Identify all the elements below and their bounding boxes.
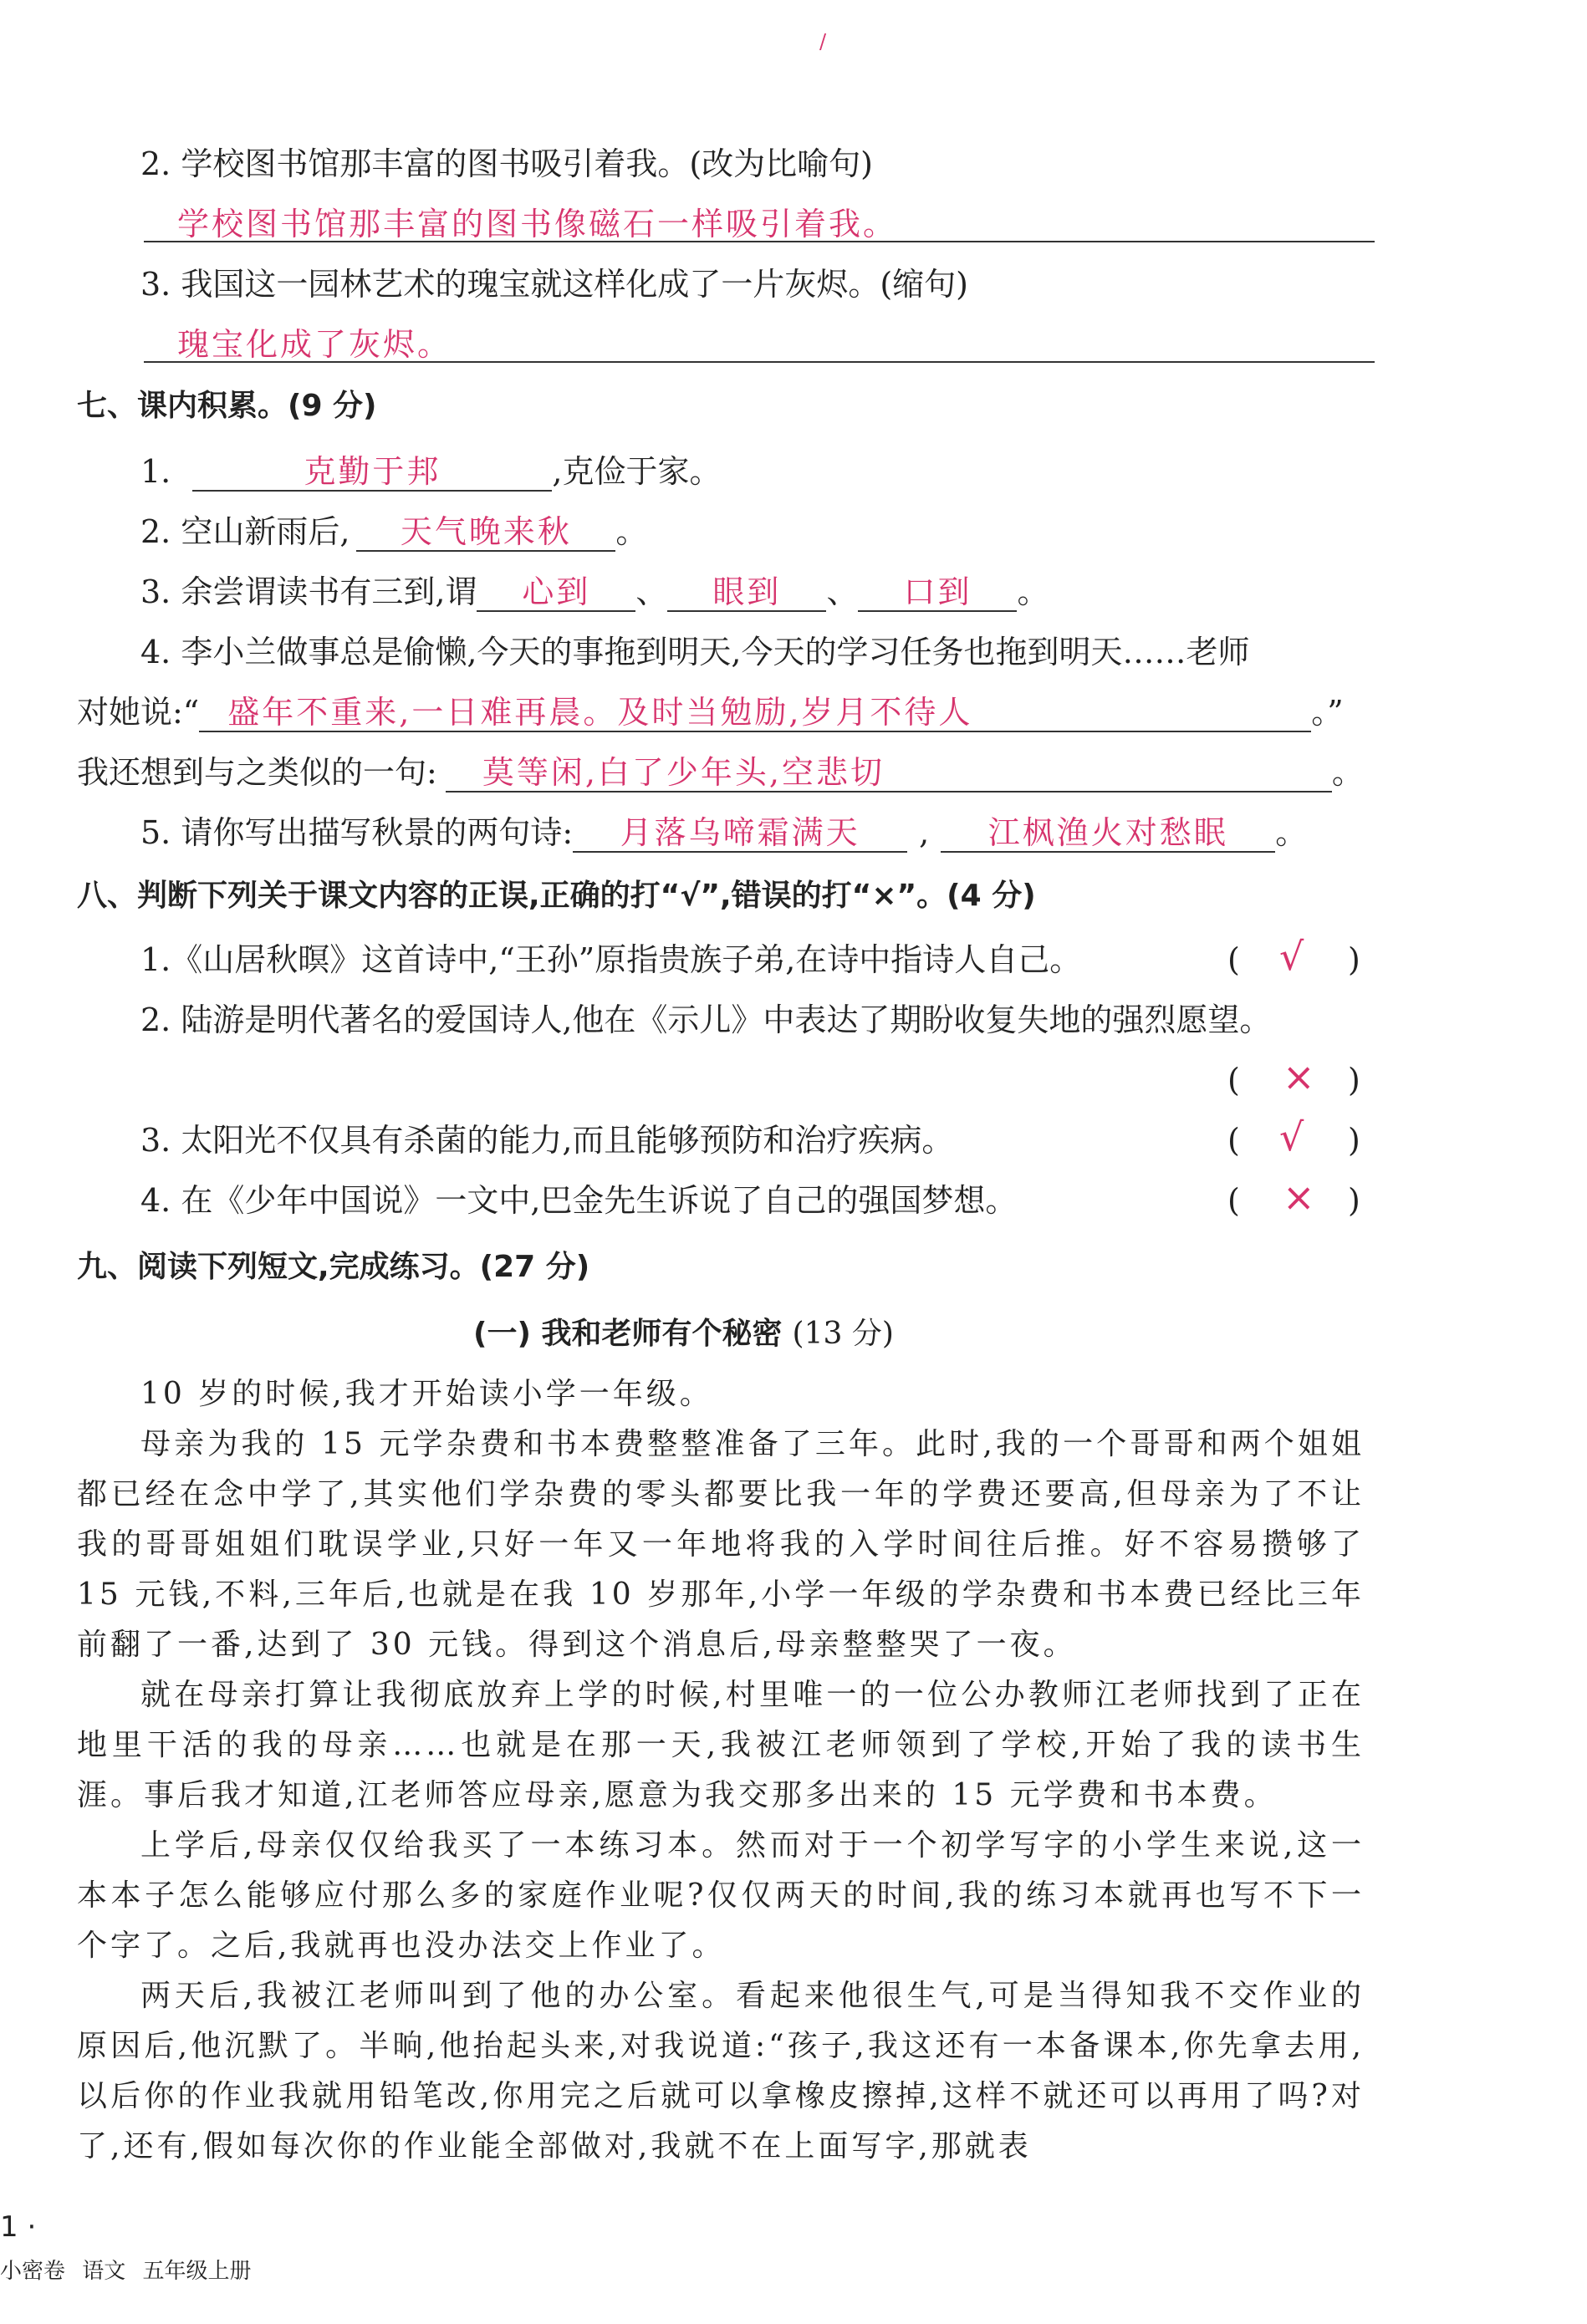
passage-title bbox=[473, 1312, 894, 1354]
page-number: 1 · bbox=[0, 2210, 37, 2244]
s7-q3-answer3: 口到 bbox=[858, 573, 1017, 612]
s7-q3-answer2: 眼到 bbox=[667, 573, 826, 612]
top-mark: / bbox=[819, 30, 827, 54]
s8-item3-close: ) bbox=[1348, 1122, 1360, 1159]
s6-q3-line bbox=[144, 361, 1375, 363]
section7-title: 七、课内积累。(9 分) bbox=[77, 389, 377, 423]
passage-paragraph: 上学后,母亲仅仅给我买了一本练习本。然而对于一个初学写字的小学生来说,这一本本子怎么能够应付那么多的家庭作业呢?仅仅两天的时间,我的练习本就再也写不下一个字了。之后,我就再也没办法交上作业了。 bbox=[77, 1828, 1365, 1963]
s8-item1-mark: √ bbox=[1279, 934, 1304, 979]
s7-q5-answer2: 江枫渔火对愁眠 bbox=[941, 814, 1275, 853]
s8-item2-mark: × bbox=[1283, 1054, 1315, 1099]
s8-item4-open: ( bbox=[1227, 1182, 1240, 1219]
s7-q4-before2: 对她说:“ bbox=[77, 694, 200, 731]
s8-item1-close: ) bbox=[1348, 941, 1360, 978]
s7-q5-sep: , bbox=[919, 814, 930, 851]
passage-title-text: (一) 我和老师有个秘密 bbox=[473, 1317, 783, 1351]
s7-q4-line1: 4. 李小兰做事总是偷懒,今天的事拖到明天,今天的学习任务也拖到明天……老师 bbox=[140, 634, 1250, 670]
s8-item2-open: ( bbox=[1227, 1062, 1240, 1098]
s6-q2-answer: 学校图书馆那丰富的图书像磁石一样吸引着我。 bbox=[177, 206, 898, 242]
s7-q5-before: 5. 请你写出描写秋景的两句诗: bbox=[140, 814, 574, 851]
s6-q3-text: 3. 我国这一园林艺术的瑰宝就这样化成了一片灰烬。(缩句) bbox=[140, 266, 968, 303]
s8-item1-open: ( bbox=[1227, 941, 1240, 978]
s7-q3-answer1: 心到 bbox=[477, 573, 635, 612]
s7-q4-before3: 我还想到与之类似的一句: bbox=[77, 754, 437, 791]
s7-q5 bbox=[140, 813, 1307, 853]
s6-q2-text: 2. 学校图书馆那丰富的图书吸引着我。(改为比喻句) bbox=[140, 145, 873, 182]
s8-item4-text: 4. 在《少年中国说》一文中,巴金先生诉说了自己的强国梦想。 bbox=[140, 1182, 1018, 1219]
s8-item4-close: ) bbox=[1348, 1182, 1360, 1219]
passage-paragraph: 两天后,我被江老师叫到了他的办公室。看起来他很生气,可是当得知我不交作业的原因后,他沉默了。半晌,他抬起头来,对我说道:“孩子,我这还有一本备课本,你先拿去用,以后你的作业我就用铅笔改,你用完之后就可以拿橡皮擦掉,这样不就还可以再用了吗?对了,还有,假如每次你的作业能全部做对,我就不在上面写字,那就表 bbox=[77, 1979, 1365, 2163]
s7-q4-answer3: 莫等闲,白了少年头,空悲切 bbox=[446, 754, 1332, 793]
book-title: 小密卷 语文 五年级上册 bbox=[0, 2259, 252, 2284]
s7-q4-answer2: 盛年不重来,一日难再晨。及时当勉励,岁月不待人 bbox=[199, 694, 1311, 732]
s7-q3-before: 3. 余尝谓读书有三到,谓 bbox=[140, 573, 477, 610]
s8-item3-text: 3. 太阳光不仅具有杀菌的能力,而且能够预防和治疗疾病。 bbox=[140, 1122, 954, 1159]
passage-title-score: (13 分) bbox=[792, 1317, 894, 1351]
section8-title: 八、判断下列关于课文内容的正误,正确的打“√”,错误的打“×”。(4 分) bbox=[77, 879, 1036, 913]
s7-q2-before: 2. 空山新雨后, bbox=[140, 513, 350, 550]
s7-q1 bbox=[140, 451, 721, 492]
s7-q4-after2: 。” bbox=[1311, 694, 1344, 731]
s8-item2-close: ) bbox=[1348, 1062, 1360, 1098]
s7-q3-after: 。 bbox=[1017, 573, 1049, 610]
s8-item1-text: 1.《山居秋暝》这首诗中,“王孙”原指贵族子弟,在诗中指诗人自己。 bbox=[140, 941, 1082, 978]
s7-q5-after: 。 bbox=[1275, 814, 1308, 851]
s8-item2-text: 2. 陆游是明代著名的爱国诗人,他在《示儿》中表达了期盼收复失地的强烈愿望。 bbox=[140, 1001, 1272, 1038]
s6-q2-line bbox=[144, 241, 1375, 242]
s8-item3-mark: √ bbox=[1279, 1114, 1304, 1159]
s7-q1-num: 1. bbox=[140, 453, 171, 490]
s7-q2-after: 。 bbox=[615, 513, 648, 550]
passage-paragraph: 母亲为我的 15 元学杂费和书本费整整准备了三年。此时,我的一个哥哥和两个姐姐都已经在念中学了,其实他们学杂费的零头都要比我一年的学费还要高,但母亲为了不让我的哥哥姐姐们耽误学业,只好一年又一年地将我的入学时间往后推。好不容易攒够了 15 元钱,不料,三年后,也就是在我 10 岁那年,小学一年级的学杂费和书本费已经比三年前翻了一番,达到了 30 元钱。得到这个消息后,母亲整整哭了一夜。 bbox=[77, 1427, 1365, 1662]
passage-paragraph: 10 岁的时候,我才开始读小学一年级。 bbox=[140, 1377, 713, 1411]
s7-q4-line3 bbox=[77, 752, 1364, 793]
section9-title: 九、阅读下列短文,完成练习。(27 分) bbox=[77, 1250, 590, 1284]
s7-q4-after3: 。 bbox=[1331, 754, 1364, 791]
passage-body bbox=[77, 1369, 1365, 2172]
s7-q5-answer1: 月落乌啼霜满天 bbox=[573, 814, 907, 853]
s7-q2-answer: 天气晚来秋 bbox=[356, 513, 615, 552]
s6-q3-answer: 瑰宝化成了灰烬。 bbox=[177, 326, 452, 363]
s8-item3-open: ( bbox=[1227, 1122, 1240, 1159]
s7-q3-sep2: 、 bbox=[826, 573, 859, 610]
s7-q1-answer: 克勤于邦 bbox=[192, 453, 552, 492]
s7-q4-line2 bbox=[77, 692, 1344, 732]
passage-paragraph: 就在母亲打算让我彻底放弃上学的时候,村里唯一的一位公办教师江老师找到了正在地里干活的我的母亲……也就是在那一天,我被江老师领到了学校,开始了我的读书生涯。事后我才知道,江老师答应母亲,愿意为我交那多出来的 15 元学费和书本费。 bbox=[77, 1678, 1365, 1812]
s7-q3 bbox=[140, 572, 1049, 612]
s7-q2 bbox=[140, 512, 647, 552]
s7-q3-sep1: 、 bbox=[635, 573, 668, 610]
s8-item4-mark: × bbox=[1283, 1175, 1315, 1220]
s7-q1-after: ,克俭于家。 bbox=[552, 453, 722, 490]
